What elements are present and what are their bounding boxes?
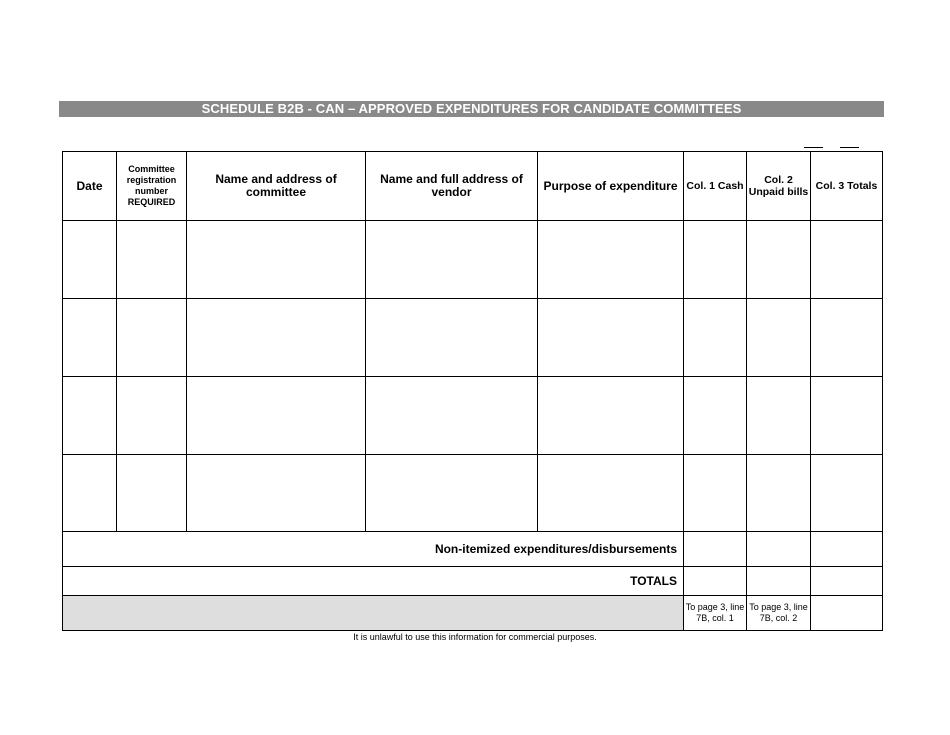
committee-name-cell[interactable] <box>187 299 366 377</box>
totals-row <box>63 567 883 596</box>
committee-registration-cell[interactable] <box>117 299 187 377</box>
committee-name-cell[interactable] <box>187 377 366 455</box>
vendor-cell[interactable] <box>366 377 538 455</box>
page-total-field[interactable] <box>840 147 859 148</box>
committee-registration-cell[interactable] <box>117 221 187 299</box>
purpose-cell[interactable] <box>538 455 684 532</box>
col1-reference-note: To page 3, line 7B, col. 1 <box>684 596 747 631</box>
page-number-field[interactable] <box>804 147 823 148</box>
non-itemized-label: Non-itemized expenditures/disbursements <box>63 532 684 567</box>
date-cell[interactable] <box>63 221 117 299</box>
date-cell[interactable] <box>63 299 117 377</box>
totals-cell[interactable] <box>811 221 883 299</box>
totals-totals-cell[interactable] <box>811 567 883 596</box>
reference-row <box>63 596 883 631</box>
table-row <box>63 299 883 377</box>
non-itemized-totals-cell[interactable] <box>811 532 883 567</box>
cash-cell[interactable] <box>684 299 747 377</box>
col-header-unpaid-bills: Col. 2 Unpaid bills <box>747 152 811 221</box>
committee-name-cell[interactable] <box>187 455 366 532</box>
purpose-cell[interactable] <box>538 221 684 299</box>
totals-cell[interactable] <box>811 455 883 532</box>
totals-cell[interactable] <box>811 377 883 455</box>
vendor-cell[interactable] <box>366 299 538 377</box>
header-row <box>63 152 883 221</box>
unpaid-bills-cell[interactable] <box>747 299 811 377</box>
table-row <box>63 221 883 299</box>
disclaimer-text: It is unlawful to use this information for commercial purposes. <box>353 632 597 642</box>
col-header-committee-registration: Committee registration number REQUIRED <box>117 152 187 221</box>
purpose-cell[interactable] <box>538 299 684 377</box>
date-cell[interactable] <box>63 377 117 455</box>
expenditures-table <box>62 151 883 631</box>
non-itemized-cash-cell[interactable] <box>684 532 747 567</box>
vendor-cell[interactable] <box>366 221 538 299</box>
committee-registration-cell[interactable] <box>117 377 187 455</box>
cash-cell[interactable] <box>684 221 747 299</box>
unpaid-bills-cell[interactable] <box>747 377 811 455</box>
unpaid-bills-cell[interactable] <box>747 221 811 299</box>
non-itemized-row <box>63 532 883 567</box>
non-itemized-unpaid-cell[interactable] <box>747 532 811 567</box>
col-header-committee-name: Name and address of committee <box>187 152 366 221</box>
vendor-cell[interactable] <box>366 455 538 532</box>
totals-label: TOTALS <box>63 567 684 596</box>
col3-reference-cell <box>811 596 883 631</box>
unpaid-bills-cell[interactable] <box>747 455 811 532</box>
cash-cell[interactable] <box>684 377 747 455</box>
shaded-area <box>63 596 684 631</box>
table-row <box>63 377 883 455</box>
col-header-cash: Col. 1 Cash <box>684 152 747 221</box>
totals-cell[interactable] <box>811 299 883 377</box>
cash-cell[interactable] <box>684 455 747 532</box>
purpose-cell[interactable] <box>538 377 684 455</box>
col-header-date: Date <box>63 152 117 221</box>
schedule-title: SCHEDULE B2B - CAN – APPROVED EXPENDITURES FOR CANDIDATE COMMITTEES <box>59 101 884 117</box>
col-header-totals: Col. 3 Totals <box>811 152 883 221</box>
date-cell[interactable] <box>63 455 117 532</box>
committee-registration-cell[interactable] <box>117 455 187 532</box>
table-row <box>63 455 883 532</box>
totals-cash-cell[interactable] <box>684 567 747 596</box>
totals-unpaid-cell[interactable] <box>747 567 811 596</box>
col-header-purpose: Purpose of expenditure <box>538 152 684 221</box>
col2-reference-note: To page 3, line 7B, col. 2 <box>747 596 811 631</box>
committee-name-cell[interactable] <box>187 221 366 299</box>
col-header-vendor: Name and full address of vendor <box>366 152 538 221</box>
